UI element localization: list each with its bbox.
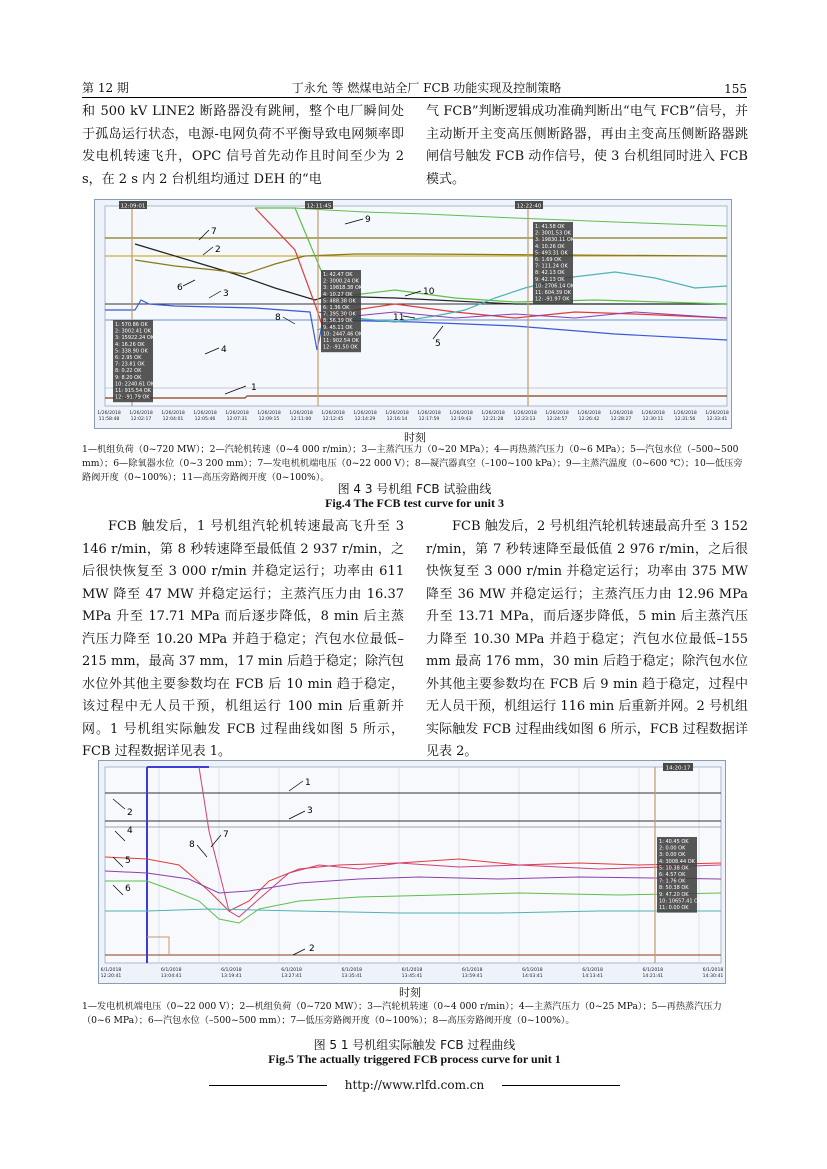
figure-5-legend: 1—发电机机端电压（0~22 000 V）；2—机组负荷（0~720 MW）；3—汽轮机转速（0~4 000 r/min）；4—主蒸汽压力（0~25 MPa）；5—再热蒸汽压力（0~6 MPa）；6—汽包水位（–500~500 mm）；7—低压旁路阀开度（0~100%）；8—高压旁路阀开度（0~100%）。 — [82, 1001, 722, 1026]
tick-label: 1/26/2018 — [481, 411, 505, 416]
tick-label: 12:07:31 — [226, 417, 248, 422]
readout-line: 2: 3002.41 OK — [115, 328, 151, 335]
curve-label: 2 — [215, 245, 221, 255]
tick-label: 1/26/2018 — [257, 411, 281, 416]
curve-label: 4 — [221, 345, 227, 355]
tick-label: 1/26/2018 — [513, 411, 537, 416]
readout-line: 9: 42.13 OK — [535, 276, 565, 283]
readout-line: 5: 493.31 OK — [535, 250, 568, 257]
tick-label: 12:19:43 — [450, 417, 472, 422]
curve-label: 7 — [211, 227, 217, 237]
tick-label: 1/26/2018 — [641, 411, 665, 416]
readout-line: 12: -91.97 OK — [535, 296, 570, 303]
readout-line: 12: -91.50 OK — [323, 344, 358, 351]
tick-label: 1/26/2018 — [705, 411, 729, 416]
tick-label: 12:30:11 — [642, 417, 664, 422]
tick-label: 6/1/2018 — [341, 968, 363, 973]
tick-label: 1/26/2018 — [577, 411, 601, 416]
readout-line: 11: 915.54 OK — [115, 388, 151, 394]
curve-label: 3 — [307, 806, 313, 816]
curve-label: 6 — [125, 884, 131, 894]
readout-box — [657, 837, 702, 913]
tick-label: 1/26/2018 — [225, 411, 249, 416]
tick-label: 12:05:46 — [194, 417, 216, 422]
curve-label: 1 — [305, 778, 311, 788]
tick-label: 12:12:45 — [322, 417, 344, 422]
readout-line: 7: 23.81 OK — [115, 361, 145, 368]
cursor-time: 12:11:45 — [306, 203, 332, 210]
curve-label: 7 — [223, 830, 229, 840]
paragraph: FCB 触发后，2 号机组汽轮机转速最高升至 3 152 r/min，第 7 秒转速降至最低值 2 976 r/min，之后很快恢复至 3 000 r/min 并稳定运行；功率由 375 MW 降至 36 MW 并稳定运行；主蒸汽压力由 12.96 MPa 升至 13.71 MPa，而后逐步降低，5 min 后主蒸汽压力降至 10.30 MPa 并趋于稳定；汽包水位最低–155 mm 最高 176 mm，30 min 后趋于稳定；除汽包水位外其他主要参数均在 FCB 后 9 min 趋于稳定，过程中无人员干预，机组运行 116 min 后重新并网。2 号机组实际触发 FCB 过程曲线如图 6 所示，FCB 过程数据详见表 2。 — [426, 519, 748, 759]
tick-label: 12:20:41 — [100, 974, 122, 979]
readout-line: 7: 395.30 OK — [323, 311, 356, 318]
readout-box — [321, 270, 363, 352]
tick-label: 6/1/2018 — [221, 968, 242, 973]
tick-label: 12:24:57 — [546, 417, 568, 422]
curve-label: 4 — [127, 826, 133, 836]
curve-label: 10 — [423, 287, 435, 297]
curve-label: 11 — [393, 313, 405, 323]
readout-line: 11: 0.00 OK — [659, 905, 689, 911]
tick-label: 12:26:42 — [578, 417, 600, 422]
tick-label: 1/26/2018 — [609, 411, 633, 416]
readout-line: 6: 2.95 OK — [115, 355, 142, 361]
tick-label: 6/1/2018 — [401, 968, 423, 973]
readout-line: 9: 45.11 OK — [323, 324, 353, 331]
tick-label: 6/1/2018 — [160, 968, 182, 973]
tick-label: 14:21:41 — [642, 974, 664, 979]
figure-5-caption-cn: 图 5 1 号机组实际触发 FCB 过程曲线 — [313, 1038, 516, 1052]
readout-line: 4: 3008.44 OK — [659, 858, 695, 865]
figure-4-caption-cn: 图 4 3 号机组 FCB 试验曲线 — [337, 482, 492, 496]
readout-line: 3: 15922.24 OK — [115, 335, 155, 342]
tick-label: 12:21:28 — [482, 417, 504, 422]
readout-line: 2: 3000.24 OK — [323, 278, 359, 285]
cursor-time: 14:20:17 — [665, 765, 691, 772]
tick-label: 14:13:41 — [582, 974, 603, 979]
curve-label: 5 — [435, 339, 441, 349]
readout-line: 3: 19830.11 OK — [535, 237, 575, 244]
paragraph: FCB 触发后，1 号机组汽轮机转速最高飞升至 3 146 r/min，第 8 秒转速降至最低值 2 937 r/min，之后很快恢复至 3 000 r/min 并稳定运行；功率由 611 MW 降至 47 MW 并稳定运行；主蒸汽压力由 16.37 MPa 升至 17.71 MPa 而后逐步降低，8 min 后主蒸汽压力降至 10.20 MPa 并趋于稳定；汽包水位最低–215 mm，最高 37 mm，17 min 后趋于稳定；除汽包水位外其他主要参数均在 FCB 后 10 min 趋于稳定，该过程中无人员干预，机组运行 100 min 后重新并网。1 号机组实际触发 FCB 过程曲线如图 5 所示，FCB 过程数据详见表 1。 — [82, 519, 404, 759]
cursor-time: 12:22:40 — [516, 203, 542, 210]
readout-line: 5: 338.90 OK — [115, 348, 148, 355]
readout-line: 8: 42.13 OK — [535, 270, 565, 277]
curve-label: 3 — [223, 289, 229, 299]
tick-label: 6/1/2018 — [100, 968, 122, 973]
tick-label: 6/1/2018 — [642, 968, 664, 973]
readout-line: 1: 570.86 OK — [115, 322, 148, 328]
readout-line: 11: 902.54 OK — [323, 338, 359, 344]
readout-line: 1: 41.58 OK — [535, 224, 565, 230]
tick-label: 12:28:27 — [610, 417, 632, 422]
curve-label: 2 — [127, 808, 133, 818]
paragraph: 和 500 kV LINE2 断路器没有跳闸，整个电厂瞬间处于孤岛运行状态，电源-电网负荷不平衡导致电网频率即发电机转速飞升，OPC 信号首先动作且时间至少为 2 s，在 2 s 内 2 台机组均通过 DEH 的“电 — [82, 104, 404, 187]
readout-line: 2: 0.00 OK — [659, 845, 686, 852]
tick-label: 12:23:13 — [514, 417, 536, 422]
readout-line: 5: 10.38 OK — [659, 865, 689, 872]
readout-line: 1: 40.45 OK — [659, 839, 689, 845]
tick-label: 12:11:00 — [290, 417, 312, 422]
curve-label: 5 — [125, 856, 131, 866]
readout-line: 7: 111.24 OK — [535, 263, 568, 270]
readout-line: 4: 16.26 OK — [115, 341, 145, 348]
paragraph: 气 FCB”判断逻辑成功准确判断出“电气 FCB”信号，并主动断开主变高压侧断路器，再由主变高压侧断路器跳闸信号触发 FCB 动作信号，使 3 台机组同时进入 FCB 模式。 — [426, 104, 748, 187]
readout-line: 12: -91.79 OK — [115, 394, 150, 401]
tick-label: 12:16:14 — [386, 417, 408, 422]
readout-line: 10: 2447.46 OK — [323, 331, 363, 338]
tick-label: 12:09:15 — [258, 417, 280, 422]
footer-rule — [209, 1085, 327, 1086]
tick-label: 1/26/2018 — [545, 411, 569, 416]
tick-label: 12:31:56 — [674, 417, 696, 422]
issue-number: 第 12 期 — [82, 81, 129, 95]
tick-label: 12:17:59 — [418, 417, 440, 422]
figure-4-xlabel: 时刻 — [404, 431, 426, 444]
tick-label: 1/26/2018 — [417, 411, 441, 416]
text-right-mid — [426, 516, 748, 764]
page-number: 155 — [724, 82, 747, 96]
tick-label: 12:33:41 — [706, 417, 728, 422]
readout-line: 6: 4.57 OK — [659, 872, 686, 878]
tick-label: 6/1/2018 — [582, 968, 603, 973]
readout-line: 8: 50.38 OK — [659, 885, 689, 892]
readout-line: 10: 2706.14 OK — [535, 283, 575, 290]
tick-label: 1/26/2018 — [385, 411, 409, 416]
figure-5-trend-chart — [98, 760, 726, 984]
figure-4-trend-chart — [94, 199, 732, 429]
curve-label: 2 — [309, 944, 315, 954]
tick-label: 1/26/2018 — [161, 411, 185, 416]
curve-label: 1 — [251, 383, 257, 393]
readout-line: 6: 1.69 OK — [535, 257, 562, 263]
running-header — [82, 78, 747, 96]
tick-label: 1/26/2018 — [129, 411, 153, 416]
readout-line: 11: 604.39 OK — [535, 290, 571, 296]
readout-line: 8: 0.22 OK — [115, 368, 142, 375]
readout-line: 9: 47.20 OK — [659, 891, 689, 898]
curve-label: 8 — [189, 840, 195, 850]
figure-4-legend: 1—机组负荷（0~720 MW）；2—汽轮机转速（0~4 000 r/min）；3—主蒸汽压力（0~20 MPa）；4—再热蒸汽压力（0~6 MPa）；5—汽包水位（–500~500 mm）；6—除氧器水位（0~3 200 mm）；7—发电机机端电压（0~22 000 V）；8—凝汽器真空（–100~100 kPa）；9—主蒸汽温度（0~600 ℃）；10—低压旁路阀开度（0~100%）；11—高压旁路阀开度（0~100%）。 — [82, 444, 743, 483]
tick-label: 13:35:41 — [341, 974, 363, 979]
tick-label: 13:04:41 — [160, 974, 182, 979]
tick-label: 13:59:41 — [461, 974, 483, 979]
readout-line: 6: 1.36 OK — [323, 305, 350, 311]
running-title: 丁永允 等 燃煤电站全厂 FCB 功能实现及控制策略 — [291, 81, 562, 95]
tick-label: 6/1/2018 — [522, 968, 543, 973]
tick-label: 6/1/2018 — [281, 968, 302, 973]
readout-line: 5: 488.38 OK — [323, 298, 356, 305]
tick-label: 12:02:17 — [130, 417, 152, 422]
footer-rule — [502, 1085, 620, 1086]
header-rule — [82, 97, 747, 98]
readout-line: 2: 3001.53 OK — [535, 230, 571, 237]
tick-label: 12:14:29 — [354, 417, 376, 422]
tick-label: 13:19:41 — [221, 974, 242, 979]
footer-url[interactable]: http://www.rlfd.com.cn — [344, 1078, 485, 1092]
tick-label: 6/1/2018 — [702, 968, 724, 973]
curve-label: 8 — [275, 313, 281, 323]
readout-line: 10: 10657.41 OK — [659, 898, 702, 905]
tick-label: 12:04:01 — [162, 417, 184, 422]
tick-label: 13:27:41 — [281, 974, 302, 979]
readout-line: 1: 42.47 OK — [323, 272, 353, 278]
text-left-top — [82, 101, 404, 191]
curve-label: 9 — [365, 215, 371, 225]
text-left-mid — [82, 516, 404, 764]
tick-label: 1/26/2018 — [353, 411, 377, 416]
tick-label: 14:03:41 — [522, 974, 543, 979]
tick-label: 13:45:41 — [401, 974, 423, 979]
tick-label: 14:30:41 — [702, 974, 724, 979]
tick-label: 1/26/2018 — [321, 411, 345, 416]
figure-4-caption-en: Fig.4 The FCB test curve for unit 3 — [325, 496, 504, 510]
readout-line: 3: 19818.38 OK — [323, 285, 363, 292]
tick-label: 1/26/2018 — [97, 411, 121, 416]
readout-line: 4: 10.26 OK — [535, 243, 565, 250]
tick-label: 1/26/2018 — [673, 411, 697, 416]
tick-label: 1/26/2018 — [449, 411, 473, 416]
tick-label: 1/26/2018 — [193, 411, 217, 416]
cursor-time: 12:09:01 — [120, 203, 146, 210]
tick-label: 6/1/2018 — [461, 968, 483, 973]
figure-5-caption-en: Fig.5 The actually triggered FCB process curve for unit 1 — [268, 1052, 561, 1066]
readout-line: 10: 2240.61 OK — [115, 381, 155, 388]
readout-line: 4: 10.27 OK — [323, 291, 353, 298]
readout-box — [533, 222, 575, 304]
page-footer — [82, 1077, 747, 1093]
readout-line: 8: 56.39 OK — [323, 318, 353, 325]
tick-label: 11:58:48 — [98, 417, 120, 422]
readout-line: 9: 8.20 OK — [115, 374, 142, 381]
text-right-top — [426, 101, 748, 191]
readout-line: 3: 0.00 OK — [659, 852, 686, 859]
figure-5-xlabel: 时刻 — [399, 986, 421, 999]
readout-box — [113, 320, 155, 402]
readout-line: 7: 1.76 OK — [659, 878, 686, 885]
curve-label: 6 — [177, 283, 183, 293]
tick-label: 1/26/2018 — [289, 411, 313, 416]
